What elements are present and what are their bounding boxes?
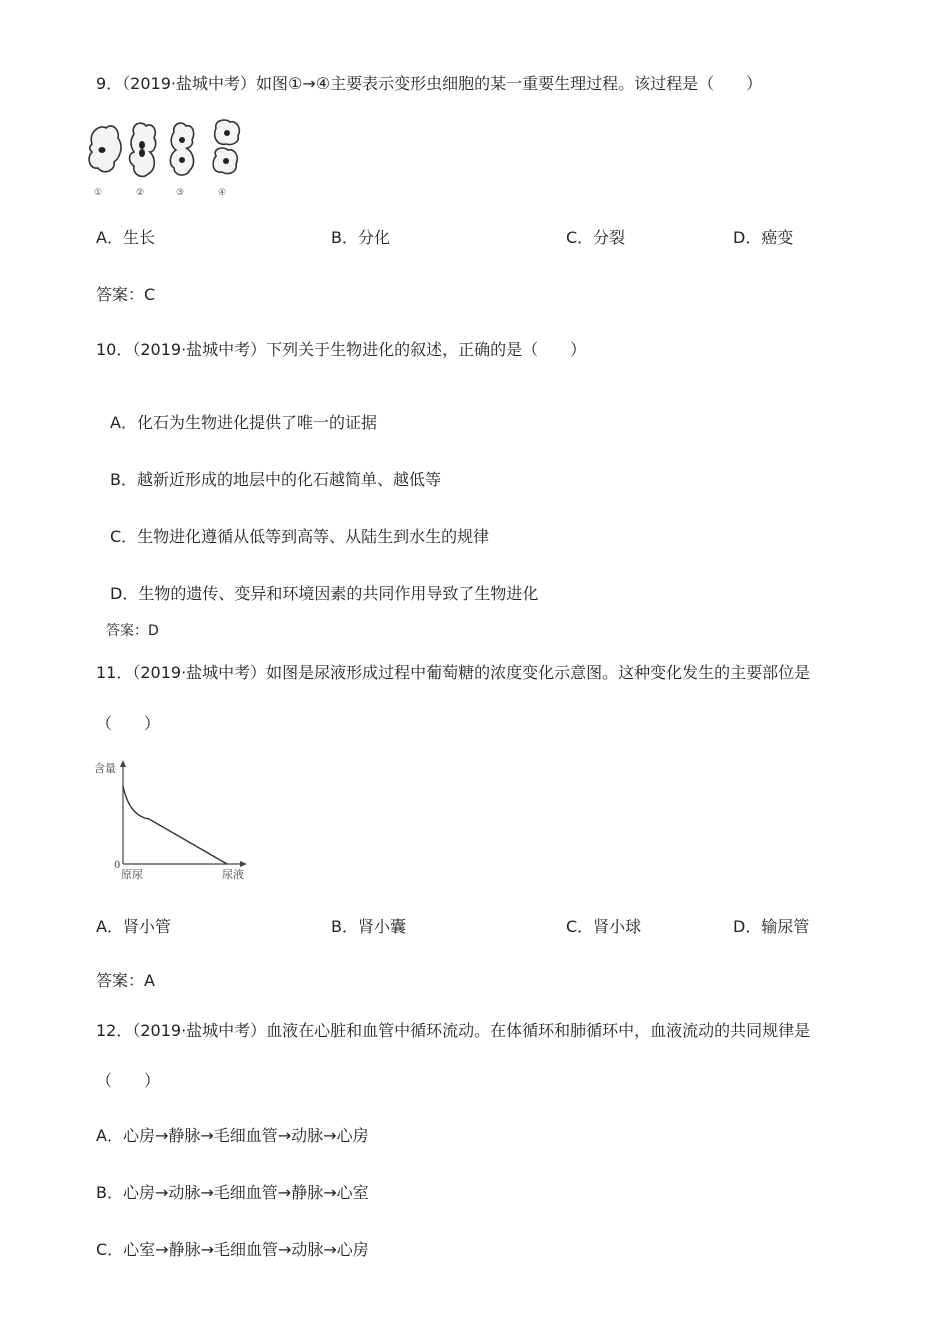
amoeba-division-figure: [86, 118, 251, 203]
q9-option-b: B．分化: [331, 228, 390, 247]
q9-option-a: A．生长: [96, 228, 155, 247]
glucose-curve: [123, 786, 227, 864]
q12-option-b: B．心房→动脉→毛细血管→静脉→心室: [96, 1183, 369, 1202]
q12-option-c: C．心室→静脉→毛细血管→动脉→心房: [96, 1240, 369, 1259]
origin-label: 0: [114, 860, 121, 871]
q9-option-d: D．癌变: [733, 228, 794, 247]
figure-label-4: ④: [218, 188, 227, 198]
q10-option-b: B．越新近形成的地层中的化石越简单、越低等: [110, 470, 441, 489]
cell-3: [170, 123, 193, 175]
q11-option-a: A．肾小管: [96, 917, 171, 936]
q9-answer: 答案：C: [96, 285, 156, 304]
cell-2-nucleus-b: [139, 149, 145, 157]
q11-option-d: D．输尿管: [733, 917, 810, 936]
q10-option-a: A．化石为生物进化提供了唯一的证据: [110, 413, 377, 432]
q9-option-c: C．分裂: [566, 228, 626, 247]
x-label-yuanniao: 原尿: [121, 868, 143, 881]
cell-3-nucleus-a: [179, 137, 185, 143]
q12-option-a: A．心房→静脉→毛细血管→动脉→心房: [96, 1126, 369, 1145]
q11-stem: 11．（2019·盐城中考）如图是尿液形成过程中葡萄糖的浓度变化示意图。这种变化发生的主要部位是: [96, 663, 811, 682]
q11-answer: 答案：A: [96, 971, 155, 990]
cell-4-top-nucleus: [224, 130, 230, 136]
figure-label-3: ③: [176, 188, 185, 198]
q12-stem: 12．（2019·盐城中考）血液在心脏和血管中循环流动。在体循环和肺循环中，血液流动的共同规律是: [96, 1021, 811, 1040]
figure-label-2: ②: [136, 188, 145, 198]
q10-answer: 答案：D: [106, 623, 159, 639]
amoeba-division-svg: [86, 118, 251, 203]
q11-option-c: C．肾小球: [566, 917, 642, 936]
q11-stem-cont: （ ）: [96, 714, 161, 733]
q10-stem: 10．（2019·盐城中考）下列关于生物进化的叙述，正确的是（ ）: [96, 340, 587, 359]
figure-label-1: ①: [94, 188, 103, 198]
y-axis-label: 含量: [94, 762, 116, 775]
cell-4-bottom-nucleus: [223, 158, 229, 164]
q10-option-d: D．生物的遗传、变异和环境因素的共同作用导致了生物进化: [110, 584, 539, 603]
x-axis-arrow: [240, 861, 247, 867]
q12-stem-cont: （ ）: [96, 1071, 161, 1090]
y-axis-arrow: [120, 760, 126, 767]
cell-2-nucleus-a: [139, 141, 145, 149]
glucose-chart-svg: [92, 756, 262, 886]
q11-option-b: B．肾小囊: [331, 917, 406, 936]
q9-stem: 9．（2019·盐城中考）如图①→④主要表示变形虫细胞的某一重要生理过程。该过程是（ ）: [96, 74, 763, 93]
cell-3-nucleus-b: [179, 157, 185, 163]
x-label-niaoye: 尿液: [222, 868, 244, 881]
cell-1-nucleus: [99, 147, 106, 153]
glucose-chart: [92, 756, 262, 886]
q10-option-c: C．生物进化遵循从低等到高等、从陆生到水生的规律: [110, 527, 490, 546]
